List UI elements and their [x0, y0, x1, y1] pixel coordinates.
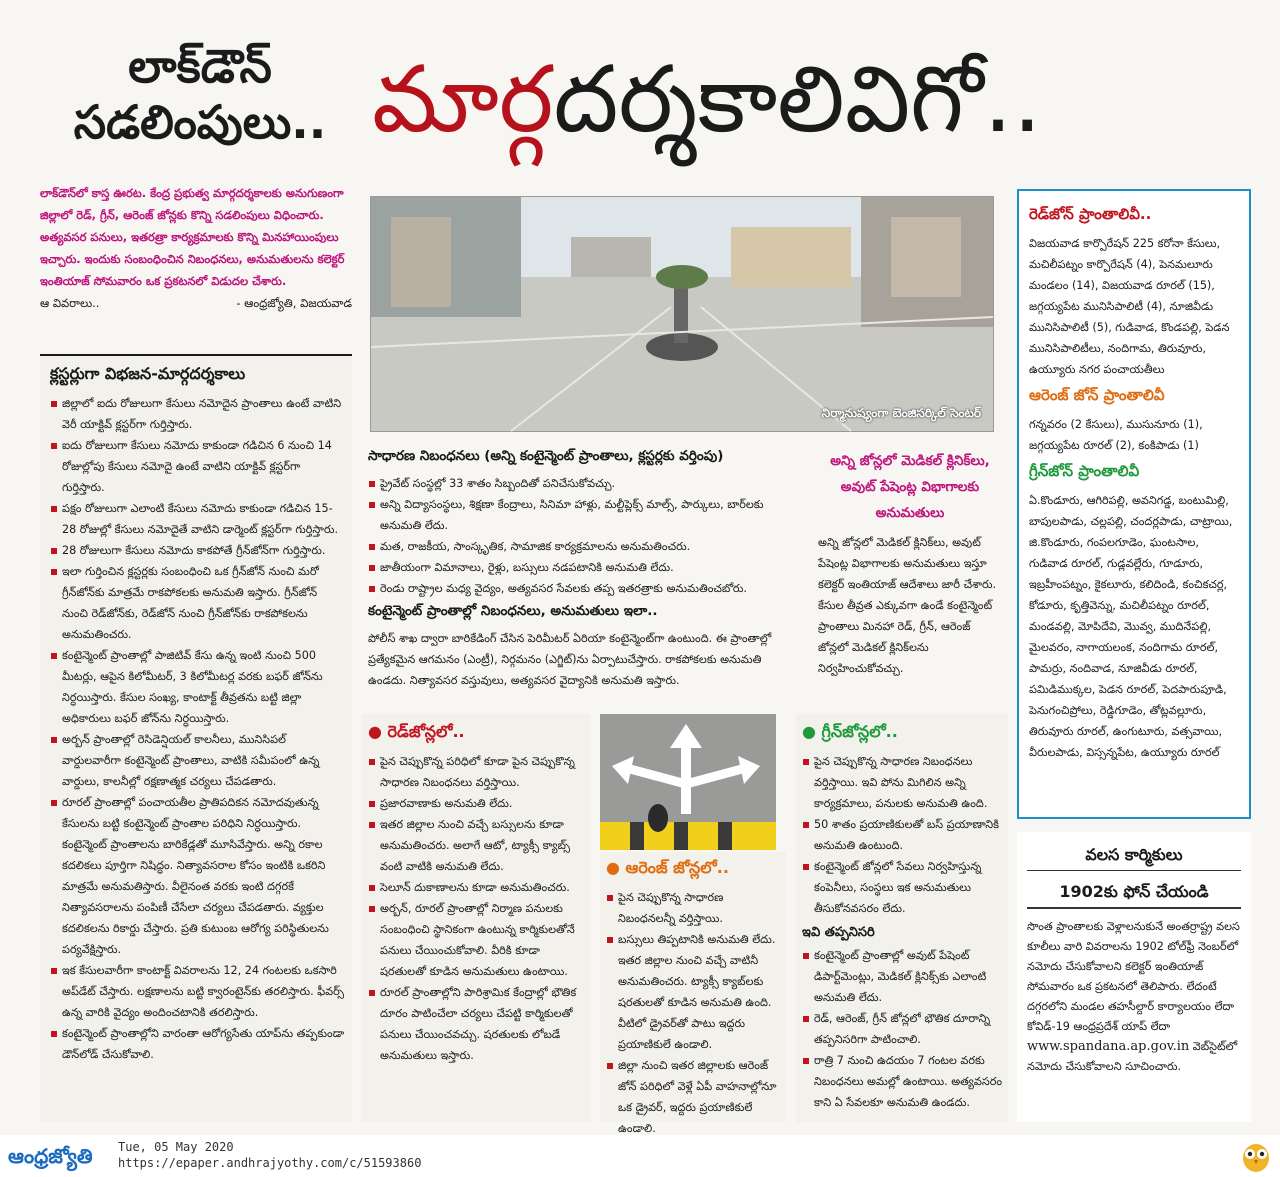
footer-bar: [0, 1135, 1280, 1177]
orange-zone-list: [606, 887, 782, 1139]
footer-date: Tue, 05 May 2020: [118, 1140, 234, 1154]
list-item: జాతీయంగా విమానాలు, రైళ్లు, బస్సులు నడపటానికి అనుమతి లేదు.: [368, 557, 798, 578]
orange-zone-heading-text: ఆరెంజ్ జోన్లలో..: [625, 858, 729, 877]
green-zone-areas-text: ఏ.కొండూరు, ఆగిరిపల్లి, అవనిగడ్డ, బంటుమిల్లి, బాపులపాడు, చల్లపల్లి, చందర్లపాడు, చాట్రాయి, జి.కొండూరు, గంపలగూడెం, ఘంటసాల, గుడివాడ రూరల్, గుడ్లవల్లేరు, గూడూరు, ఇబ్రహీంపట్నం, కైకలూరు, కలిదిండి, కంచికచర్ల, కోడూరు, కృత్తివెన్ను, మచిలీపట్నం రూరల్, మండవల్లి, మోపిదేవి, మొవ్వ, ముదినేపల్లి, మైలవరం, నాగాయలంక, నందిగామ రూరల్, పామర్రు, నందివాడ, నూజివీడు రూరల్, పమిడిముక్కల, పెడన రూరల్, పెదపారుపూడి, పెనుగంచిప్రోలు, రెడ్డిగూడెం, తోట్లవల్లూరు, తిరువూరు రూరల్, ఉంగుటూరు, వత్సవాయి, వీరులపాడు, విస్సన్నపేట, ఉయ్యూరు రూరల్: [1029, 494, 1233, 759]
cluster-section: [40, 354, 352, 1122]
green-dot-icon: ●: [802, 722, 816, 741]
list-item: రెడ్, ఆరెంజ్, గ్రీన్ జోన్లలో భౌతిక దూరాన్ని తప్పనిసరిగా పాటించాలి.: [802, 1008, 1004, 1050]
list-item: రూరల్ ప్రాంతాల్లో పంచాయతీల ప్రాతిపదికన నమోదవుతున్న కేసులను బట్టి కంటైన్మెంట్ ప్రాంతాల పరిధిని నిర్ధయిస్తారు. కంటైన్మెంట్ ప్రాంతాలను బారికేడ్లతో మూసివేస్తారు. అన్ని రకాల కదలికలు పూర్తిగా నిషిద్ధం. నిత్యావసరాల కోసం ఇంటికి ఒకరిని మాత్రమే అనుమతిస్తారు. వీలైనంత వరకు ఇంటి దగ్గరకే నిత్యావసరాలను పంపిణీ చేసేలా చర్యలు చేపడతారు. వ్యక్తుల కదలికలను రికార్డు చేస్తారు. ప్రతి కుటుంబ ఆరోగ్య పరిస్థితులను పర్యవేక్షిస్తారు.: [50, 792, 346, 960]
medical-text: అన్ని జోన్లలో మెడికల్ క్లినిక్‌లు, అవుట్ పేషెంట్ల విభాగాలకు అనుమతులు ఇస్తూ కలెక్టర్ ఇంతియాజ్ ఆదేశాలు జారీ చేశారు. కేసుల తీవ్రత ఎక్కువగా ఉండే కంటైన్మెంట్ ప్రాంతాలు మినహా రెడ్, గ్రీన్, ఆరెంజ్ జోన్లలో మెడికల్ క్లినిక్‌లను నిర్వహించుకోవచ్చు.: [818, 536, 997, 675]
list-item: కంటైన్మెంట్ జోన్లలో సేవలు నిర్వహిస్తున్న కంపెనీలు, సంస్థలు ఇక అనుమతులు తీసుకోనవసరం లేదు.: [802, 856, 1004, 919]
headline-kicker: [40, 38, 360, 150]
must-heading: ఇవి తప్పనిసరి: [802, 925, 875, 940]
migrant-workers-box: [1017, 832, 1251, 1122]
cluster-list: [50, 393, 346, 1065]
list-item: రాత్రి 7 నుంచి ఉదయం 7 గంటల వరకు నిబంధనలు అమల్లో ఉంటాయి. అత్యవసరం కాని ఏ సేవలకూ అనుమతి ఉండదు.: [802, 1050, 1004, 1113]
headline-title-black: దర్శకాలివిగో..: [553, 46, 1042, 153]
list-item: 50 శాతం ప్రయాణికులతో బస్ ప్రయాణానికి అనుమతి ఉంటుంది.: [802, 814, 1004, 856]
headline-title-red: మార్గ: [372, 46, 554, 153]
green-zone-heading-text: గ్రీన్‌జోన్లలో..: [821, 722, 898, 741]
photo-caption: నిర్మానుష్యంగా బెంజిసర్కిల్ సెంటర్: [821, 406, 981, 420]
list-item: ఇలా గుర్తించిన క్లస్టర్లకు సంబంధించి ఒక గ్రీన్‌జోన్ నుంచి మరో గ్రీన్‌జోన్‌కు మాత్రమే రాకపోకలకు అనుమతి ఇస్తారు. గ్రీన్‌జోన్ నుంచి రెడ్‌జోన్‌కు, రెడ్‌జోన్ నుంచి గ్రీన్‌జోన్‌కు రాకపోకలను అనుమతించరు.: [50, 561, 346, 645]
zone-areas-sidebar: [1017, 189, 1251, 819]
orange-zone-section: [600, 852, 786, 1135]
andhrajyothy-logo: ఆంధ్రజ్యోతి: [8, 1144, 93, 1168]
list-item: ఇతర జిల్లాల నుంచి వచ్చే బస్సులను కూడా అనుమతించరు. అలాగే ఆటో, ట్యాక్సీ క్యాబ్స్ వంటి వాటికి అనుమతి లేదు.: [368, 814, 584, 877]
intro-credit-left: ఆ వివరాలు..: [40, 296, 100, 310]
list-item: జిల్లాలో ఐదు రోజులుగా కేసులు నమోదైన ప్రాంతాలు ఉంటే వాటిని వెరీ యాక్టివ్ క్లస్టర్‌గా గుర్తిస్తారు.: [50, 393, 346, 435]
general-list: [368, 473, 798, 599]
green-zone-areas-heading: గ్రీన్‌జోన్ ప్రాంతాలివీ: [1029, 462, 1140, 480]
list-item: కంటైన్మెంట్ ప్రాంతాల్లో అవుట్ పేషెంట్ డిపార్ట్‌మెంట్లు, మెడికల్ క్లినిక్స్‌కు ఎలాంటి అనుమతి లేదు.: [802, 945, 1004, 1008]
list-item: పైన చెప్పుకొన్న సాధారణ నిబంధనలు వర్తిస్తాయి. ఇవి పోను మిగిలిన అన్ని కార్యక్రమాలు, పనులకు అనుమతి ఉంది.: [802, 751, 1004, 814]
red-zone-areas-text: విజయవాడ కార్పొరేషన్ 225 కరోనా కేసులు, మచిలీపట్నం కార్పొరేషన్ (4), పెనమలూరు మండలం (14), విజయవాడ రూరల్ (15), జగ్గయ్యపేట మునిసిపాలిటీ (4), నూజివీడు మునిసిపాలిటీ (5), గుడివాడ, కొండపల్లి, పెడన మునిసిపాలిటీలు, నందిగామ, తిరువూరు, ఉయ్యూరు నగర పంచాయతీలు: [1029, 237, 1230, 376]
list-item: కంటైన్మెంట్ ప్రాంతాల్లోని వారంతా ఆరోగ్యసేతు యాప్‌ను తప్పకుండా డౌన్‌లోడ్ చేసుకోవాలి.: [50, 1023, 346, 1065]
street-photo-image: [371, 197, 993, 431]
direction-arrows-image: [600, 714, 776, 850]
green-zone-heading: [802, 722, 1004, 745]
medical-heading: అన్ని జోన్లలో మెడికల్ క్లినిక్‌లు, అవుట్ పేషెంట్ల విభాగాలకు అనుమతులు: [830, 453, 990, 521]
list-item: ప్రజారవాణాకు అనుమతి లేదు.: [368, 793, 584, 814]
headline-title: [372, 40, 1262, 160]
list-item: ఇక కేసులవారీగా కాంటాక్ట్ వివరాలను 12, 24 గంటలకు ఒకసారి అప్‌డేట్ చేస్తారు. లక్షణాలను బట్టి క్వారంటైన్‌కు తరలిస్తారు. ఫీవర్స్ ఉన్న వారికి వైద్యం అందించటానికి తరలిస్తారు.: [50, 960, 346, 1023]
general-heading: సాధారణ నిబంధనలు (అన్ని కంటైన్మెంట్ ప్రాంతాలు, క్లస్టర్లకు వర్తింపు): [368, 448, 724, 464]
footer-link[interactable]: https://epaper.andhrajyothy.com/c/51593860: [118, 1156, 422, 1170]
red-zone-section: [362, 714, 590, 1122]
must-list: [802, 945, 1004, 1113]
list-item: పైన చెప్పుకొన్న సాధారణ నిబంధనలన్నీ వర్తిస్తాయి.: [606, 887, 782, 929]
red-dot-icon: ●: [368, 722, 382, 741]
list-item: మత, రాజకీయ, సాంస్కృతిక, సామాజిక కార్యక్రమాలను అనుమతించరు.: [368, 536, 798, 557]
list-item: ఐదు రోజులుగా కేసులు నమోదు కాకుండా గడిచిన 6 నుంచి 14 రోజుల్లోపు కేసులు నమోదై ఉంటే వాటిని యాక్టివ్ క్లస్టర్‌గా గుర్తిస్తారు.: [50, 435, 346, 498]
direction-arrows-icon: [600, 714, 776, 850]
kicker-line-1: లాక్‌డౌన్: [128, 39, 272, 93]
intro-paragraph: [40, 182, 352, 348]
list-item: బస్సులు తిప్పటానికి అనుమతి లేదు. ఇతర జిల్లాల నుంచి వచ్చే వాటినీ అనుమతించరు. ట్యాక్సీ క్యాబ్‌లకు షరతులతో కూడిన అనుమతి ఉంది. వీటిలో డ్రైవర్‌తో పాటు ఇద్దరు ప్రయాణికులే ఉండాలి.: [606, 929, 782, 1055]
list-item: పక్షం రోజులుగా ఎలాంటి కేసులు నమోదు కాకుండా గడిచిన 15-28 రోజుల్లో కేసులు నమోదైతే వాటిని డార్మెంట్ క్లస్టర్‌గా గుర్తిస్తారు.: [50, 498, 346, 540]
list-item: సెలూన్ దుకాణాలను కూడా అనుమతించరు.: [368, 877, 584, 898]
intro-credit-right: - ఆంధ్రజ్యోతి, విజయవాడ: [236, 296, 352, 310]
list-item: అన్ని విద్యాసంస్థలు, శిక్షణా కేంద్రాలు, సినిమా హాళ్లు, మల్టీప్లెక్స్ మాల్స్, పార్కులు, బార్‌లకు అనుమతి లేదు.: [368, 494, 798, 536]
list-item: రూరల్ ప్రాంతాల్లోని పారిశ్రామిక కేంద్రాల్లో భౌతిక దూరం పాటించేలా చర్యలు చేపట్టి కార్మికులతో పనులు చేయించవచ్చు. షరతులకు లోబడే అనుమతులు ఇస్తారు.: [368, 982, 584, 1066]
orange-dot-icon: ●: [606, 858, 620, 877]
orange-zone-heading: [606, 858, 782, 881]
cluster-heading: క్లస్టర్లుగా విభజన-మార్గదర్శకాలు: [50, 364, 246, 383]
red-zone-heading: [368, 722, 584, 745]
migrant-heading-2: 1902కు ఫోన్ చేయండి: [1027, 877, 1241, 909]
migrant-url: www.spandana.ap.gov.in: [1027, 1039, 1190, 1054]
green-zone-list: [802, 751, 1004, 919]
red-zone-heading-text: రెడ్‌జోన్లలో..: [387, 722, 465, 741]
owl-icon: [1240, 1139, 1272, 1173]
footer-meta: [118, 1139, 421, 1171]
list-item: రెండు రాష్ట్రాల మధ్య వైద్యం, అత్యవసర సేవలకు తప్ప ఇతరత్రాకు అనుమతించబోరు.: [368, 578, 798, 599]
list-item: పైన చెప్పుకొన్న పరిధిలో కూడా పైన చెప్పుకొన్న సాధారణ నిబంధనలు వర్తిస్తాయి.: [368, 751, 584, 793]
intro-text: లాక్‌డౌన్‌లో కాస్త ఊరట. కేంద్ర ప్రభుత్వ మార్గదర్శకాలకు అనుగుణంగా జిల్లాలో రెడ్, గ్రీన్, ఆరెంజ్ జోన్లకు కొన్ని సడలింపులు విధించారు. అత్యవసర పనులు, ఇతరత్రా కార్యక్రమాలకు కొన్ని మినహాయింపులు ఇచ్చారు. ఇందుకు సంబంధించిన నిబంధనలు, అనుమతులను కలెక్టర్ ఇంతియాజ్ సోమవారం ఒక ప్రకటనలో విడుదల చేశారు.: [40, 186, 345, 288]
list-item: అర్బన్, రూరల్ ప్రాంతాల్లో నిర్మాణ పనులకు సంబంధించి స్థానికంగా ఉంటున్న కార్మికులతోనే పనులు చేయించుకోవాలి. వీరికి కూడా షరతులతో కూడిన అనుమతులు ఉంటాయి.: [368, 898, 584, 982]
orange-zone-areas-text: గన్నవరం (2 కేసులు), ముసునూరు (1), జగ్గయ్యపేట రూరల్ (2), కంకిపాడు (1): [1029, 418, 1203, 452]
list-item: అర్బన్ ప్రాంతాల్లో రెసిడెన్షియల్ కాలనీలు, మునిసిపల్ వార్డులవారీగా కంటైన్మెంట్ ప్రాంతాలు, వాటికి సమీపంలో ఉన్న వార్డులు, కాలనీల్లో రక్షణాత్మక చర్యలు చేపడతారు.: [50, 729, 346, 792]
list-item: ప్రైవేట్ సంస్థల్లో 33 శాతం సిబ్బందితో పనిచేసుకోవచ్చు.: [368, 473, 798, 494]
orange-zone-areas-heading: ఆరెంజ్ జోన్ ప్రాంతాలివీ: [1029, 386, 1165, 404]
migrant-heading-1: వలస కార్మికులు: [1027, 840, 1241, 871]
migrant-text-before: సొంత ప్రాంతాలకు వెళ్లాలనుకునే అంతర్రాష్ట్ర వలస కూలీలు వారి వివరాలను 1902 టోల్‌ఫ్రీ నెంబర్‌లో నమోదు చేసుకోవాలని కలెక్టర్ ఇంతియాజ్ సోమవారం ఒక ప్రకటనలో తెలిపారు. లేదంటే దగ్గరలోని మండల తహసీల్దార్ కార్యాలయం లేదా కోవిడ్-19 ఆంధ్రప్రదేశ్ యాప్ లేదా: [1027, 920, 1240, 1033]
list-item: కంటైన్మెంట్ ప్రాంతాల్లో పాజిటివ్ కేసు ఉన్న ఇంటి నుంచి 500 మీటర్లు, ఆపైన కిలోమీటర్, 3 కిలోమీటర్ల వరకు బఫర్ జోన్‌ను నిర్ధయిస్తారు. కేసుల సంఖ్య, కాంటాక్ట్ తీవ్రతను బట్టి జిల్లా అధికారులు బఫర్ జోన్‌ను నిర్ధయిస్తారు.: [50, 645, 346, 729]
medical-section: [814, 442, 1006, 702]
street-photo: [370, 196, 994, 432]
kicker-line-2: సడలింపులు..: [73, 95, 327, 149]
red-zone-list: [368, 751, 584, 1066]
green-zone-section: [796, 714, 1008, 1122]
containment-heading: కంటైన్మెంట్ ప్రాంతాల్లో నిబంధనలు, అనుమతులు ఇలా..: [368, 603, 658, 619]
general-rules-section: [362, 442, 806, 702]
migrant-text-after: వెబ్‌సైట్‌లో నమోదు చేసుకోవాలని సూచించారు.: [1027, 1040, 1238, 1073]
containment-text: పోలీస్ శాఖ ద్వారా బారికేడింగ్ చేసిన పెరిమీటర్ ఏరియా కంటైన్మెంట్‌గా ఉంటుంది. ఈ ప్రాంతాల్లో ప్రత్యేకమైన ఆగమనం (ఎంట్రీ), నిర్గమనం (ఎగ్జిట్)ను ఏర్పాటుచేస్తారు. రాకపోకలకు అనుమతి ఉండదు. నిత్యావసర వస్తువులు, అత్యవసర వైద్యానికి అనుమతి ఇస్తారు.: [368, 632, 772, 687]
list-item: జిల్లా నుంచి ఇతర జిల్లాలకు ఆరెంజ్ జోన్ పరిధిలో వెళ్లే ఏపీ వాహనాల్లోనూ ఒక డ్రైవర్, ఇద్దరు ప్రయాణికులే ఉండాలి.: [606, 1055, 782, 1139]
list-item: 28 రోజులుగా కేసులు నమోదు కాకపోతే గ్రీన్‌జోన్‌గా గుర్తిస్తారు.: [50, 540, 346, 561]
migrant-text: [1027, 917, 1241, 1077]
red-zone-areas-heading: రెడ్‌జోన్ ప్రాంతాలివీ..: [1029, 205, 1152, 223]
